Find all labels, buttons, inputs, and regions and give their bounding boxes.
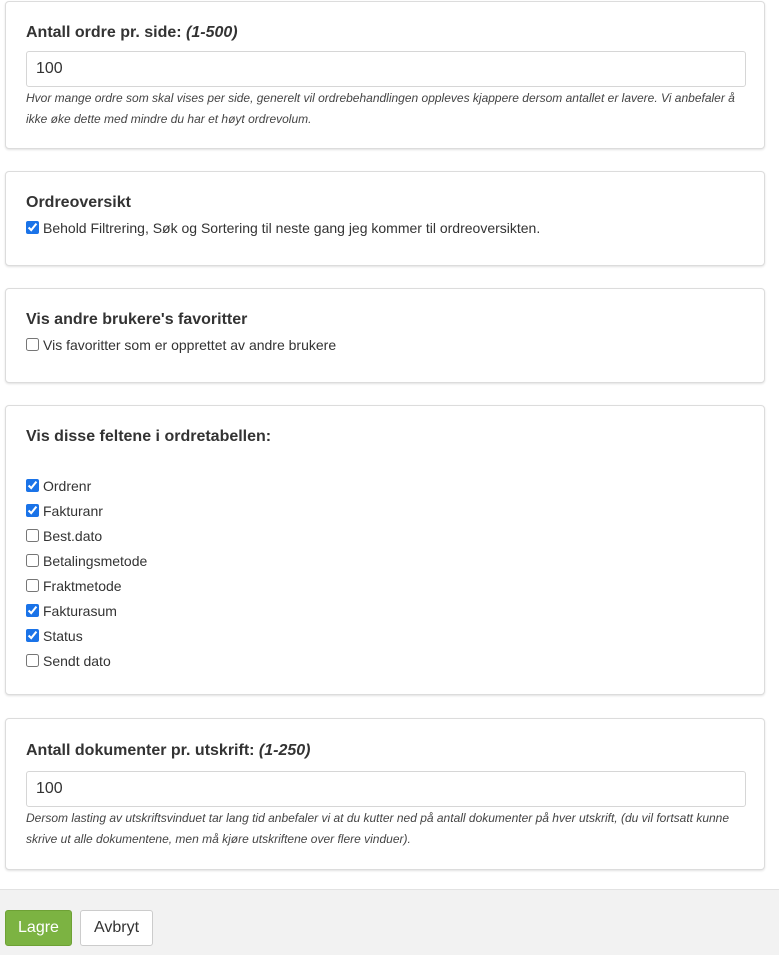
field-option-status[interactable] — [26, 623, 744, 648]
docs-per-print-input[interactable] — [26, 771, 746, 807]
field-checkbox-sendt-dato[interactable] — [26, 654, 39, 667]
field-option-fraktmetode[interactable] — [26, 573, 744, 598]
show-favorites-checkbox[interactable] — [26, 338, 39, 351]
show-favorites-option[interactable] — [26, 332, 744, 357]
orders-per-page-range: (1-500) — [186, 24, 238, 41]
order-overview-title: Ordreoversikt — [26, 194, 131, 211]
field-label-ordrenr: Ordrenr — [43, 477, 92, 494]
docs-per-print-label: Antall dokumenter pr. utskrift: — [26, 742, 255, 759]
table-fields-title: Vis disse feltene i ordretabellen: — [26, 428, 272, 445]
field-label-fakturasum: Fakturasum — [43, 602, 117, 619]
field-checkbox-best-dato[interactable] — [26, 529, 39, 542]
field-label-sendt-dato: Sendt dato — [43, 652, 111, 669]
field-option-fakturasum[interactable] — [26, 598, 744, 623]
field-label-betalingsmetode: Betalingsmetode — [43, 552, 148, 569]
orders-per-page-help: Hvor mange ordre som skal vises per side, generelt vil ordrebehandlingen oppleves kjappere dersom antallet er lavere. Vi anbefaler å ikke øke dette med mindre du har et høyt ordrevolum. — [26, 91, 735, 126]
table-fields-list — [26, 473, 744, 673]
cancel-button[interactable]: Avbryt — [80, 910, 153, 946]
field-checkbox-betalingsmetode[interactable] — [26, 554, 39, 567]
docs-per-print-card — [5, 718, 765, 870]
orders-per-page-input[interactable] — [26, 51, 746, 87]
keep-filters-option[interactable] — [26, 215, 744, 240]
orders-per-page-title — [26, 23, 744, 43]
save-button[interactable]: Lagre — [5, 910, 72, 946]
favorites-card — [5, 288, 765, 383]
field-option-fakturanr[interactable] — [26, 498, 744, 523]
field-checkbox-fraktmetode[interactable] — [26, 579, 39, 592]
field-checkbox-fakturasum[interactable] — [26, 604, 39, 617]
field-label-status: Status — [43, 627, 83, 644]
orders-per-page-label: Antall ordre pr. side: — [26, 24, 182, 41]
field-option-sendt-dato[interactable] — [26, 648, 744, 673]
form-footer — [0, 889, 779, 955]
favorites-title: Vis andre brukere's favoritter — [26, 311, 248, 328]
table-fields-card — [5, 405, 765, 695]
field-option-betalingsmetode[interactable] — [26, 548, 744, 573]
field-label-fakturanr: Fakturanr — [43, 502, 103, 519]
field-label-fraktmetode: Fraktmetode — [43, 577, 122, 594]
field-checkbox-ordrenr[interactable] — [26, 479, 39, 492]
field-option-ordrenr[interactable] — [26, 473, 744, 498]
keep-filters-label: Behold Filtrering, Søk og Sortering til neste gang jeg kommer til ordreoversikten. — [43, 219, 541, 236]
field-checkbox-fakturanr[interactable] — [26, 504, 39, 517]
orders-per-page-card — [5, 1, 765, 149]
docs-per-print-range: (1-250) — [258, 742, 311, 759]
keep-filters-checkbox[interactable] — [26, 221, 39, 234]
field-option-best-dato[interactable] — [26, 523, 744, 548]
order-overview-card — [5, 171, 765, 266]
field-checkbox-status[interactable] — [26, 629, 39, 642]
docs-per-print-title — [26, 741, 744, 761]
field-label-best-dato: Best.dato — [43, 527, 103, 544]
docs-per-print-help: Dersom lasting av utskriftsvinduet tar lang tid anbefaler vi at du kutter ned på antall dokumenter på hver utskrift, (du vil fortsatt kunne skrive ut alle dokumentene, men må kjøre utskriftene over flere vinduer). — [26, 811, 730, 846]
show-favorites-label: Vis favoritter som er opprettet av andre brukere — [43, 336, 337, 353]
